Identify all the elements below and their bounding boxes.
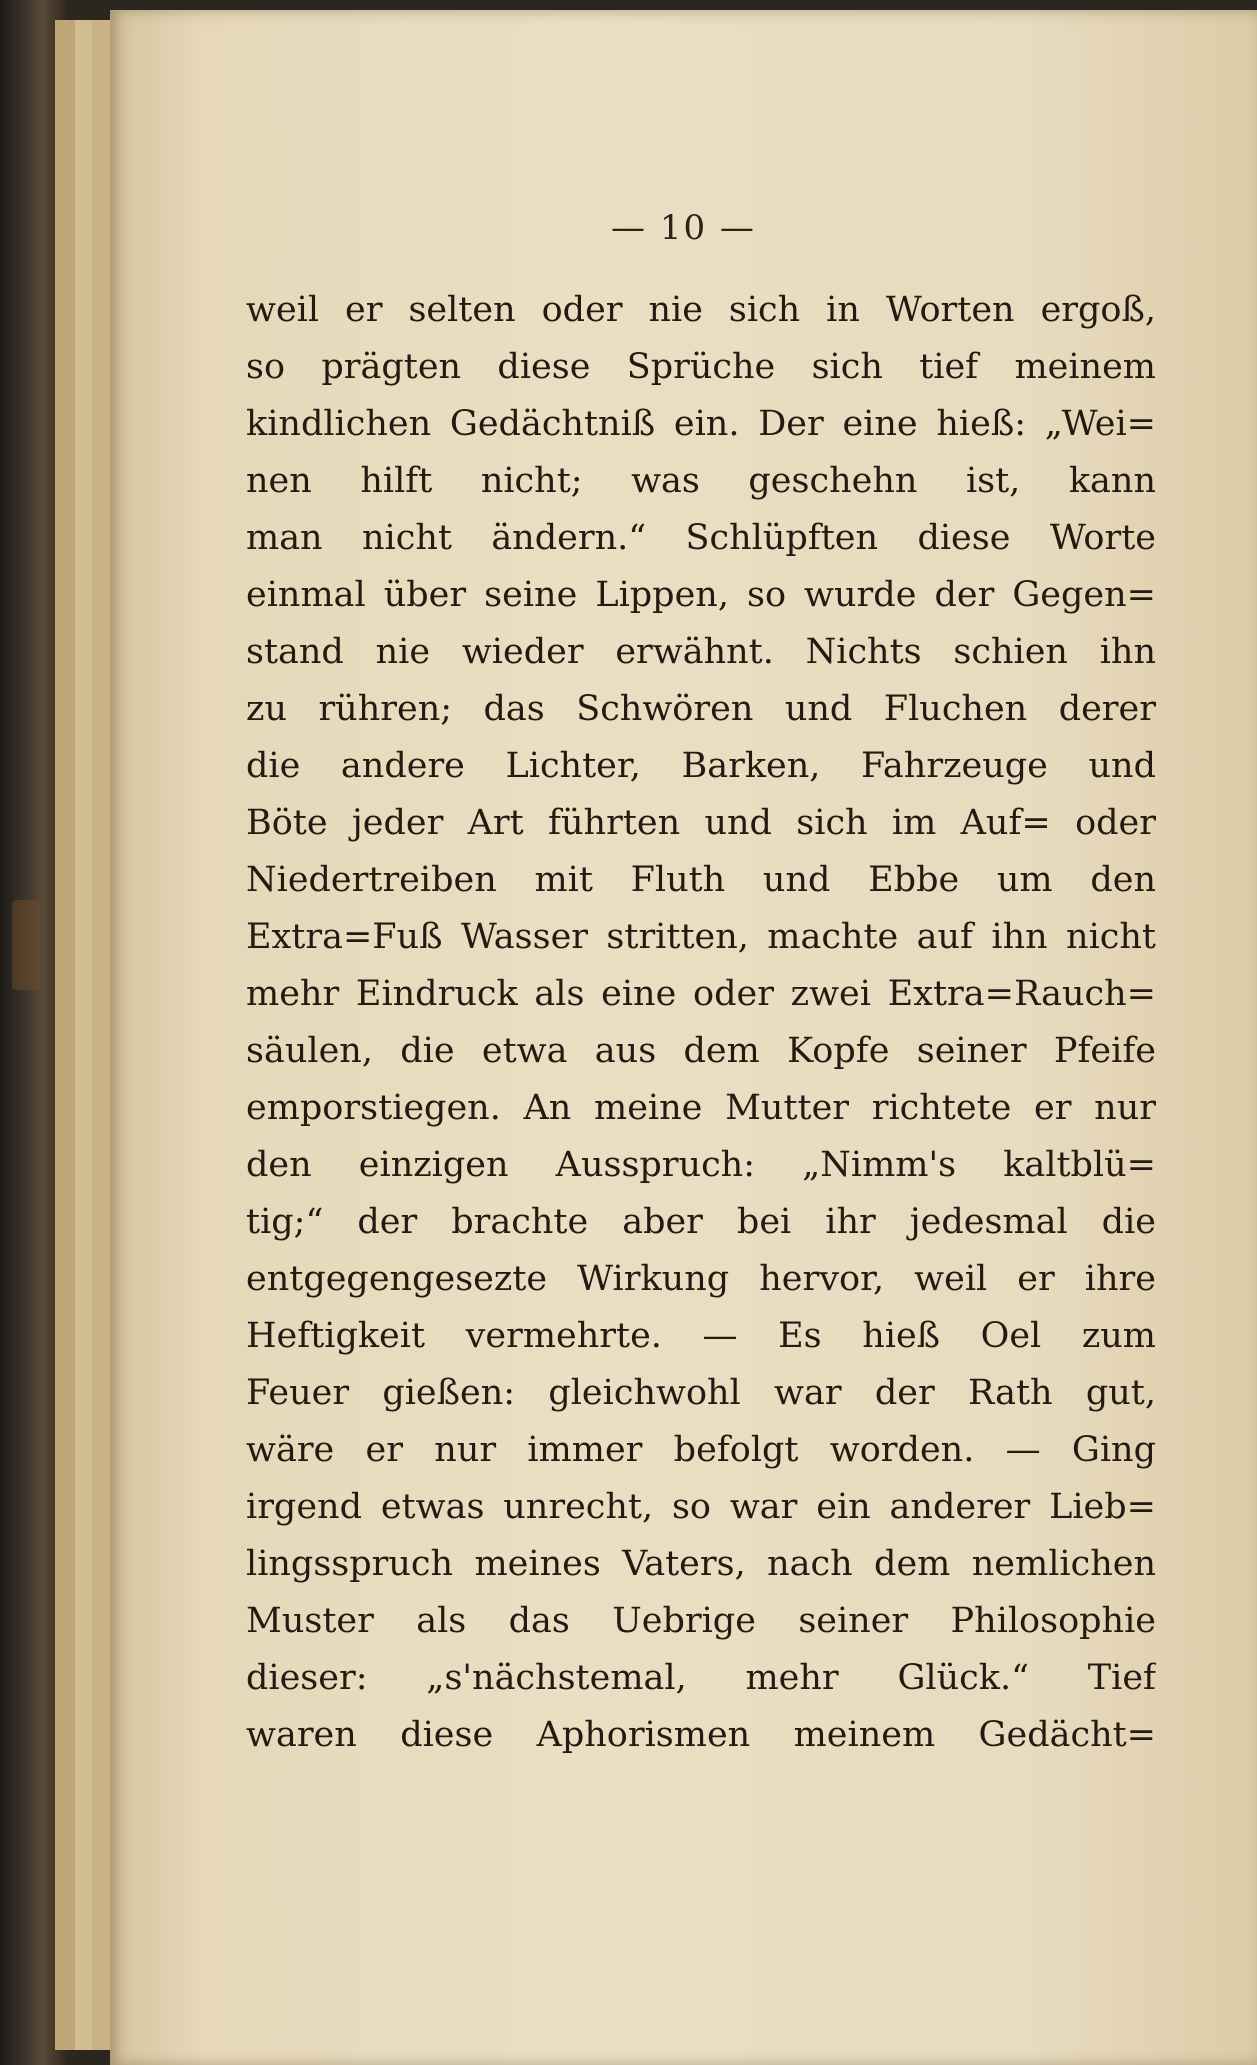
- text-line: entgegengesezte Wirkung hervor, weil er ihre: [246, 1259, 1156, 1299]
- text-line: einmal über seine Lippen, so wurde der Gegen=: [246, 575, 1156, 615]
- text-line: emporstiegen. An meine Mutter richtete er nur: [246, 1088, 1156, 1128]
- text-line: lingsspruch meines Vaters, nach dem nemlichen: [246, 1544, 1156, 1584]
- text-line: so prägten diese Sprüche sich tief meinem: [246, 347, 1156, 387]
- text-line: kindlichen Gedächtniß ein. Der eine hieß: „Wei=: [246, 404, 1156, 444]
- text-line: tig;“ der brachte aber bei ihr jedesmal die: [246, 1202, 1156, 1242]
- text-line: weil er selten oder nie sich in Worten ergoß,: [246, 290, 1156, 330]
- text-line: mehr Eindruck als eine oder zwei Extra=Rauch=: [246, 974, 1156, 1014]
- text-line: nen hilft nicht; was geschehn ist, kann: [246, 461, 1156, 501]
- text-line: dieser: „s'nächstemal, mehr Glück.“ Tief: [246, 1658, 1156, 1698]
- text-line: Niedertreiben mit Fluth und Ebbe um den: [246, 860, 1156, 900]
- text-line: irgend etwas unrecht, so war ein anderer Lieb=: [246, 1487, 1156, 1527]
- text-line: die andere Lichter, Barken, Fahrzeuge und: [246, 746, 1156, 786]
- text-line: säulen, die etwa aus dem Kopfe seiner Pfeife: [246, 1031, 1156, 1071]
- text-line: Feuer gießen: gleichwohl war der Rath gut,: [246, 1373, 1156, 1413]
- text-line: Heftigkeit vermehrte. — Es hieß Oel zum: [246, 1316, 1156, 1356]
- text-line: stand nie wieder erwähnt. Nichts schien ihn: [246, 632, 1156, 672]
- page-number: — 10 —: [611, 208, 756, 248]
- text-line: man nicht ändern.“ Schlüpften diese Worte: [246, 518, 1156, 558]
- cover-stain: [12, 900, 40, 990]
- text-line: Muster als das Uebrige seiner Philosophie: [246, 1601, 1156, 1641]
- text-line: den einzigen Ausspruch: „Nimm's kaltblü=: [246, 1145, 1156, 1185]
- text-line: Böte jeder Art führten und sich im Auf= oder: [246, 803, 1156, 843]
- text-line: wäre er nur immer befolgt worden. — Ging: [246, 1430, 1156, 1470]
- page-body-text: [246, 282, 1156, 1764]
- text-line: zu rühren; das Schwören und Fluchen derer: [246, 689, 1156, 729]
- text-line: Extra=Fuß Wasser stritten, machte auf ihn nicht: [246, 917, 1156, 957]
- text-line: waren diese Aphorismen meinem Gedächt=: [246, 1715, 1156, 1755]
